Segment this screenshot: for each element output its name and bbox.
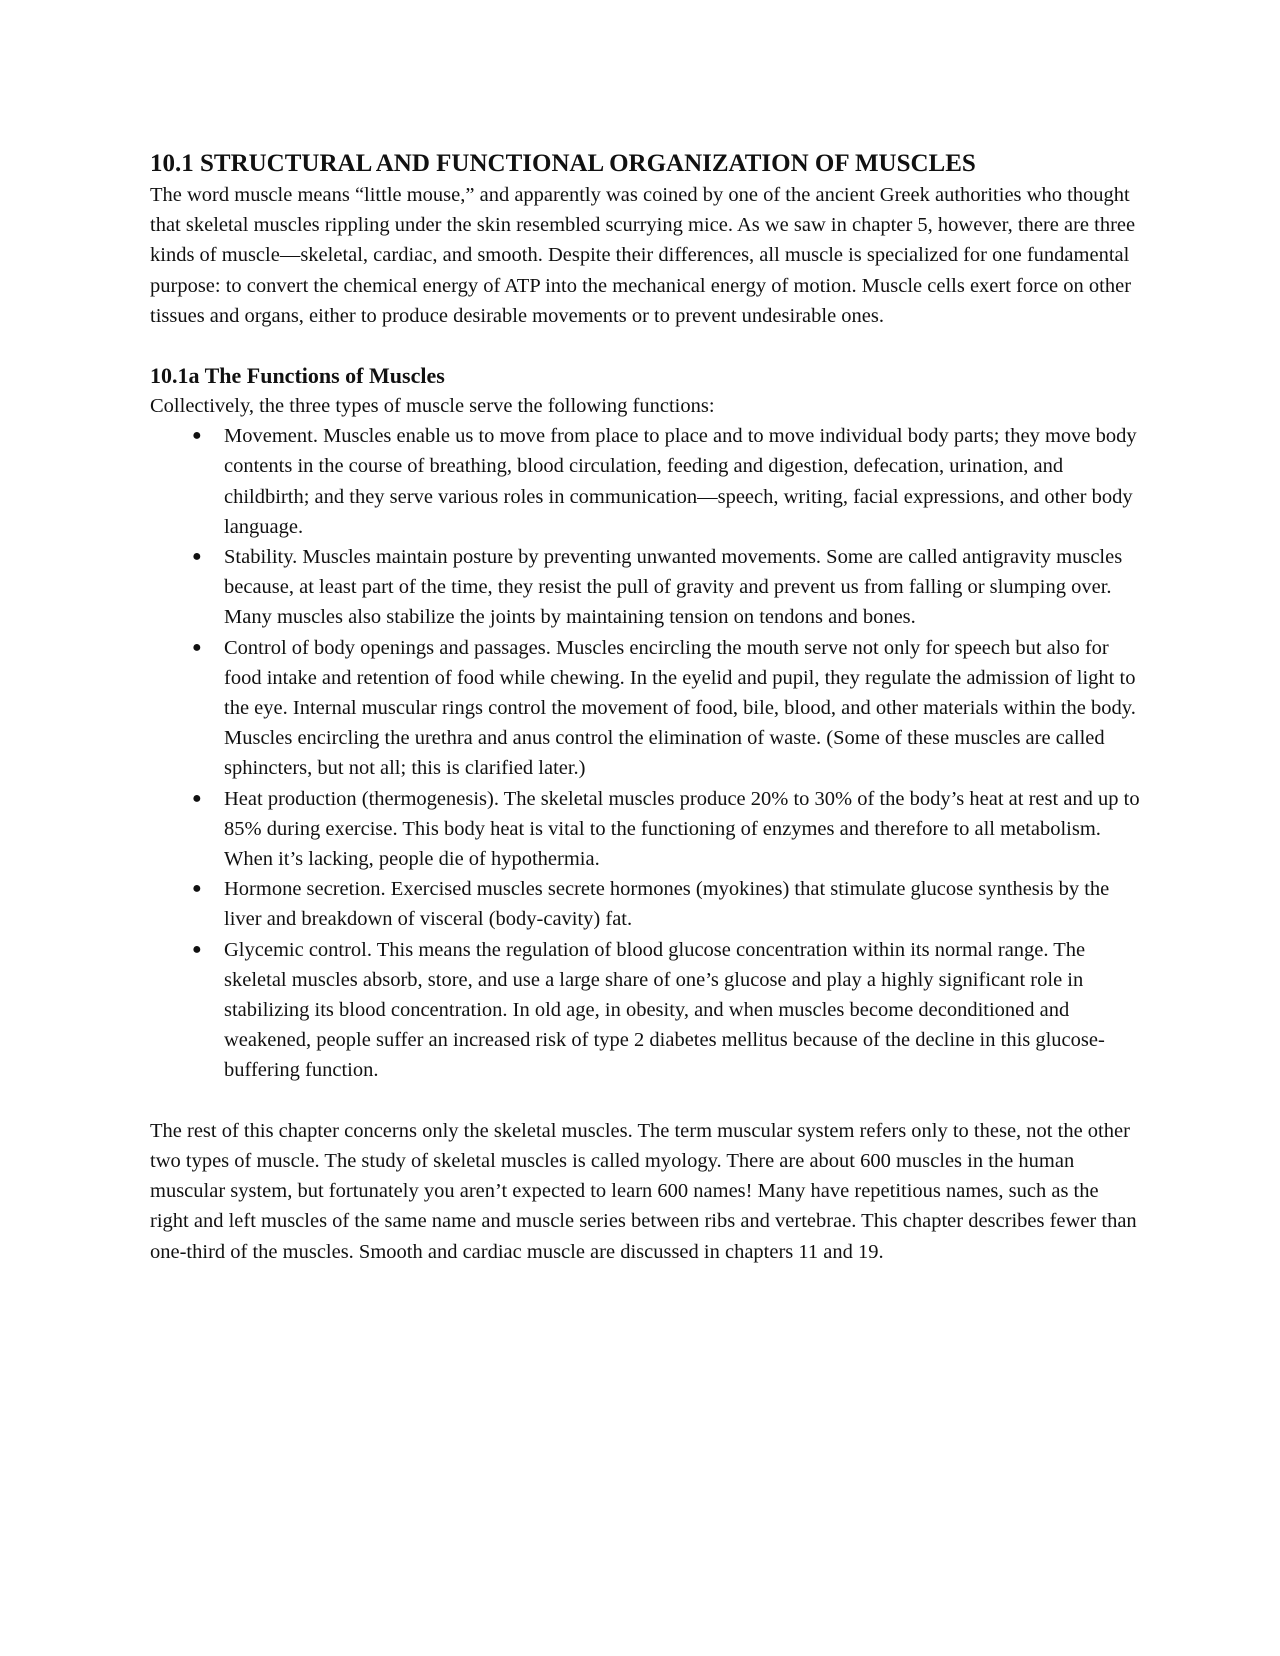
document-page <box>150 148 1140 1267</box>
bullet-icon: ● <box>192 789 202 807</box>
closing-paragraph: The rest of this chapter concerns only the skeletal muscles. The term muscular system refers only to these, not the other two types of muscle. The study of skeletal muscles is called myology. There are about 600 muscles in the human muscular system, but fortunately you aren’t expected to learn 600 names! Many have repetitious names, such as the right and left muscles of the same name and muscle series between ribs and vertebrae. This chapter describes fewer than one-third of the muscles. Smooth and cardiac muscle are discussed in chapters 11 and 19. <box>150 1119 1137 1263</box>
functions-list <box>150 421 1140 1085</box>
bullet-icon: ● <box>192 940 202 958</box>
bullet-icon: ● <box>192 638 202 656</box>
list-item-text: Glycemic control. This means the regulation of blood glucose concentration within its normal range. The skeletal muscles absorb, store, and use a large share of one’s glucose and play a highly significant role in stabilizing its blood concentration. In old age, in obesity, and when muscles become deconditioned and weakened, people suffer an increased risk of type 2 diabetes mellitus because of the decline in this glucose-buffering function. <box>224 938 1105 1082</box>
list-item-text: Hormone secretion. Exercised muscles secrete hormones (myokines) that stimulate glucose synthesis by the liver and breakdown of visceral (body-cavity) fat. <box>224 878 1110 931</box>
list-item-text: Stability. Muscles maintain posture by preventing unwanted movements. Some are called antigravity muscles because, at least part of the time, they resist the pull of gravity and prevent us from falling or slumping over. Many muscles also stabilize the joints by maintaining tension on tendons and bones. <box>224 546 1123 629</box>
list-item-text: Heat production (thermogenesis). The skeletal muscles produce 20% to 30% of the body’s heat at rest and up to 85% during exercise. This body heat is vital to the functioning of enzymes and therefore to all metabolism. When it’s lacking, people die of hypothermia. <box>224 787 1140 871</box>
bullet-icon: ● <box>192 427 202 445</box>
intro-paragraph: The word muscle means “little mouse,” and apparently was coined by one of the ancient Greek authorities who thought that skeletal muscles rippling under the skin resembled scurrying mice. As we saw in chapter 5, however, there are three kinds of muscle—skeletal, cardiac, and smooth. Despite their differences, all muscle is specialized for one fundamental purpose: to convert the chemical energy of ATP into the mechanical energy of motion. Muscle cells exert force on other tissues and organs, either to produce desirable movements or to prevent undesirable ones. <box>150 184 1136 327</box>
list-item-text: Control of body openings and passages. Muscles encircling the mouth serve not only for speech but also for food intake and retention of food while chewing. In the eyelid and pupil, they regulate the admission of light to the eye. Internal muscular rings control the movement of food, bile, blood, and other materials within the body. Muscles encircling the urethra and anus control the elimination of waste. (Some of these muscles are called sphincters, but not all; this is clarified later.) <box>224 636 1136 780</box>
section-heading: 10.1 STRUCTURAL AND FUNCTIONAL ORGANIZATION OF MUSCLES <box>150 150 976 177</box>
list-item <box>150 935 1140 1086</box>
list-item <box>150 633 1140 784</box>
list-item <box>150 874 1140 934</box>
list-item <box>150 784 1140 875</box>
subsection-heading: 10.1a The Functions of Muscles <box>150 363 445 389</box>
bullet-icon: ● <box>192 880 202 898</box>
lead-paragraph: Collectively, the three types of muscle serve the following functions: <box>150 395 715 418</box>
list-item <box>150 542 1140 633</box>
bullet-icon: ● <box>192 548 202 566</box>
list-item <box>150 421 1140 542</box>
list-item-text: Movement. Muscles enable us to move from place to place and to move individual body parts; they move body contents in the course of breathing, blood circulation, feeding and digestion, defecation, urination, and childbirth; and they serve various roles in communication—speech, writing, facial expressions, and other body language. <box>224 425 1137 538</box>
